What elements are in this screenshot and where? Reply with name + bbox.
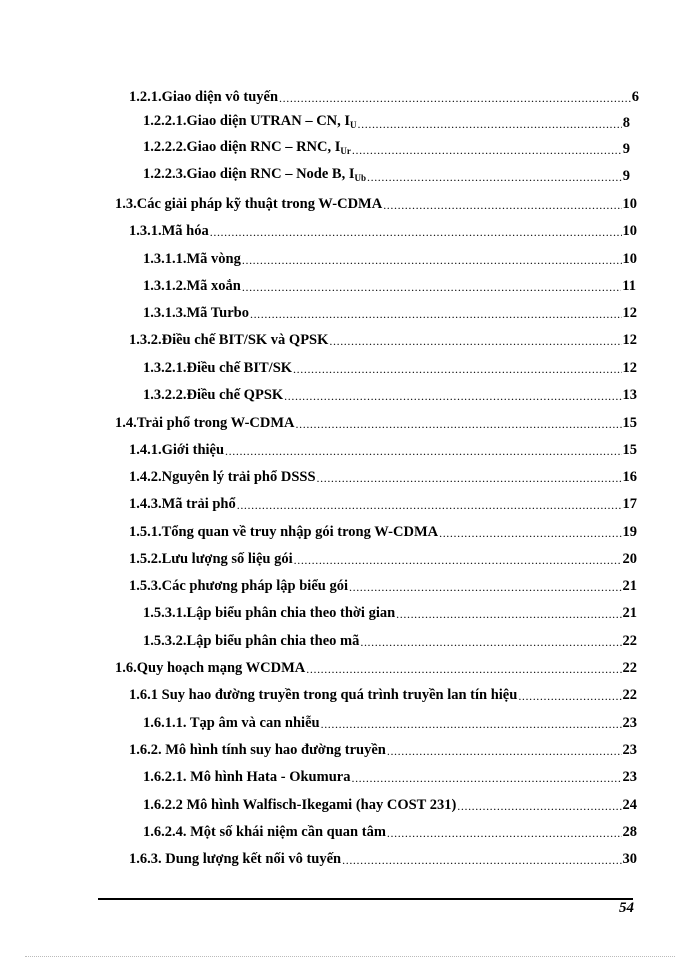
toc-entry-page: 24 xyxy=(622,796,637,813)
toc-entry xyxy=(143,758,637,784)
toc-leader-dots xyxy=(360,636,621,648)
toc-leader-dots xyxy=(351,772,621,784)
toc-entry-title: 1.2.2.3.Giao diện RNC – Node B, $I_{Ub}$ xyxy=(143,166,366,183)
toc-leader-dots xyxy=(237,499,622,511)
toc-entry xyxy=(143,240,637,266)
toc-entry-page: 9 xyxy=(622,167,630,184)
toc-entry-page: 12 xyxy=(622,304,637,321)
toc-entry-title: 1.6.2. Mô hình tính suy hao đường truyền xyxy=(129,741,386,758)
toc-entry xyxy=(143,130,630,156)
toc-leader-dots xyxy=(387,827,622,839)
toc-entry-title: 1.4.1.Giới thiệu xyxy=(129,441,225,458)
toc-leader-dots xyxy=(293,363,621,375)
toc-entry-page: 15 xyxy=(622,414,637,431)
toc-entry xyxy=(143,622,637,648)
toc-entry-title: 1.6.Quy hoạch mạng WCDMA xyxy=(115,659,306,676)
toc-entry-title: 1.3.2.1.Điều chế BIT/SK xyxy=(143,359,293,376)
toc-leader-dots xyxy=(321,718,622,730)
toc-entry-page: 15 xyxy=(622,441,637,458)
toc-entry xyxy=(143,349,637,375)
toc-entry-title: 1.5.3.Các phương pháp lập biểu gói xyxy=(129,577,348,594)
toc-entry-title: 1.6.2.2 Mô hình Walfisch-Ikegami (hay COST 231) xyxy=(143,796,457,813)
toc-entry-title: 1.4.Trải phổ trong W-CDMA xyxy=(115,414,295,431)
toc-entry xyxy=(115,649,637,675)
toc-entry-title: 1.5.2.Lưu lượng số liệu gói xyxy=(129,550,293,567)
toc-entry-page: 21 xyxy=(622,604,637,621)
toc-leader-dots xyxy=(210,226,622,238)
toc-entry xyxy=(129,540,637,566)
toc-leader-dots xyxy=(439,527,621,539)
toc-entry-page: 22 xyxy=(622,632,637,649)
toc-entry-page: 11 xyxy=(622,277,636,294)
toc-entry-title: 1.3.1.2.Mã xoắn xyxy=(143,277,241,294)
toc-leader-dots xyxy=(225,445,621,457)
toc-entry xyxy=(129,431,637,457)
toc-leader-dots xyxy=(396,608,621,620)
toc-entry xyxy=(143,704,637,730)
toc-entry-page: 10 xyxy=(622,222,637,239)
toc-entry-title: 1.2.2.1.Giao diện UTRAN – CN, $I_U$ xyxy=(143,113,357,130)
toc-entry-page: 22 xyxy=(622,686,637,703)
toc-entry-page: 8 xyxy=(622,114,630,131)
toc-entry-title: 1.4.3.Mã trải phổ xyxy=(129,495,236,512)
toc-entry-title: 1.6.1 Suy hao đường truyền trong quá trình truyền lan tín hiệu xyxy=(129,686,518,703)
toc-entry-title: 1.6.1.1. Tạp âm và can nhiễu xyxy=(143,714,320,731)
toc-entry-page: 21 xyxy=(622,577,637,594)
toc-entry xyxy=(143,267,636,293)
toc-entry-title: 1.6.2.4. Một số khái niệm cần quan tâm xyxy=(143,823,386,840)
toc-leader-dots xyxy=(383,199,621,211)
toc-leader-dots xyxy=(306,663,621,675)
toc-entry-title: 1.5.3.1.Lập biểu phân chia theo thời gian xyxy=(143,604,396,621)
toc-leader-dots xyxy=(367,171,622,183)
toc-entry xyxy=(129,840,637,866)
toc-leader-dots xyxy=(352,144,622,156)
toc-leader-dots xyxy=(242,254,622,266)
toc-entry-page: 23 xyxy=(622,768,637,785)
toc-entry xyxy=(143,157,630,183)
toc-entry xyxy=(129,676,637,702)
toc-leader-dots xyxy=(250,308,622,320)
toc-leader-dots xyxy=(457,800,621,812)
toc-leader-dots xyxy=(296,418,622,430)
toc-entry-page: 19 xyxy=(622,523,637,540)
toc-entry-title: 1.5.1.Tổng quan về truy nhập gói trong W-CDMA xyxy=(129,523,439,540)
toc-entry-page: 12 xyxy=(622,359,637,376)
toc-entry-page: 10 xyxy=(622,250,637,267)
toc-entry xyxy=(129,321,637,347)
toc-entry xyxy=(129,485,637,511)
toc-entry-page: 22 xyxy=(622,659,637,676)
footer-divider xyxy=(98,898,633,900)
toc-entry xyxy=(115,185,637,211)
toc-entry-title: 1.3.1.1.Mã vòng xyxy=(143,250,241,267)
toc-entry-page: 13 xyxy=(622,386,637,403)
toc-leader-dots xyxy=(358,118,622,130)
toc-entry-title: 1.6.3. Dung lượng kết nối vô tuyến xyxy=(129,850,342,867)
toc-entry-title: 1.4.2.Nguyên lý trải phổ DSSS xyxy=(129,468,316,485)
toc-leader-dots xyxy=(284,390,621,402)
toc-entry xyxy=(129,567,637,593)
toc-entry-title: 1.3.1.3.Mã Turbo xyxy=(143,304,249,321)
toc-entry xyxy=(129,78,639,104)
toc-entry xyxy=(143,813,637,839)
toc-entry-page: 23 xyxy=(622,741,637,758)
toc-entry-page: 20 xyxy=(622,550,637,567)
toc-leader-dots xyxy=(294,554,622,566)
toc-entry xyxy=(129,458,637,484)
toc-leader-dots xyxy=(329,335,621,347)
toc-entry xyxy=(143,376,637,402)
toc-leader-dots xyxy=(349,581,622,593)
toc-entry-title: 1.3.2.Điều chế BIT/SK và QPSK xyxy=(129,331,329,348)
page-number: 54 xyxy=(619,900,634,916)
toc-entry-page: 30 xyxy=(622,850,637,867)
toc-entry-title: 1.3.Các giải pháp kỹ thuật trong W-CDMA xyxy=(115,195,383,212)
toc-leader-dots xyxy=(279,92,631,104)
toc-entry xyxy=(143,294,637,320)
toc-entry xyxy=(115,404,637,430)
toc-entry-page: 16 xyxy=(622,468,637,485)
toc-entry-title: 1.6.2.1. Mô hình Hata - Okumura xyxy=(143,768,351,785)
toc-entry-page: 6 xyxy=(631,88,639,105)
toc-leader-dots xyxy=(242,281,621,293)
toc-entry-title: 1.2.2.2.Giao diện RNC – RNC, $I_{Ur}$ xyxy=(143,139,351,156)
toc-leader-dots xyxy=(387,745,622,757)
toc-entry-title: 1.2.1.Giao diện vô tuyến xyxy=(129,88,279,105)
page-bottom-border xyxy=(25,956,675,957)
toc-entry-title: 1.3.1.Mã hóa xyxy=(129,222,209,239)
toc-entry-page: 12 xyxy=(622,331,637,348)
toc-entry xyxy=(129,731,637,757)
toc-entry-title: 1.5.3.2.Lập biểu phân chia theo mã xyxy=(143,632,360,649)
toc-entry xyxy=(129,513,637,539)
toc-entry xyxy=(143,104,630,130)
toc-entry-page: 17 xyxy=(622,495,637,512)
toc-entry-title: 1.3.2.2.Điều chế QPSK xyxy=(143,386,284,403)
toc-entry xyxy=(129,212,637,238)
toc-entry xyxy=(143,594,637,620)
toc-entry-page: 28 xyxy=(622,823,637,840)
toc-entry-page: 10 xyxy=(622,195,637,212)
toc-entry-page: 23 xyxy=(622,714,637,731)
toc-leader-dots xyxy=(518,690,621,702)
toc-entry-page: 9 xyxy=(622,140,630,157)
toc-leader-dots xyxy=(317,472,622,484)
toc-entry xyxy=(143,786,637,812)
toc-leader-dots xyxy=(342,854,621,866)
